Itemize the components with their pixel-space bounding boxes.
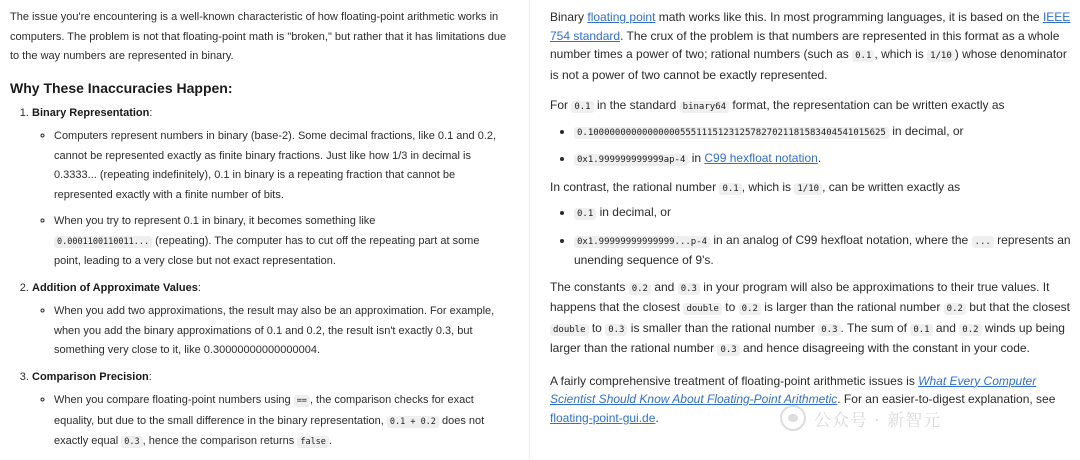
reason-item: 3. Comparison Precision: ◦ When you compare floating-point numbers using == , the comparison checks for exact equality, but due to the small difference in the binary representation, 0.1 + 0.2 does not exactly equal 0.3 , hence the comparison returns false .: [32, 368, 508, 453]
inline-code: 0x1.999999999999ap-4: [574, 154, 688, 166]
reasons-list: [10, 104, 508, 453]
inline-code: 0.2: [629, 283, 651, 295]
bullet: ◦ Computers represent numbers in binary (base-2). Some decimal fractions, like 0.1 and 0.2, cannot be represented exactly as finite binary fractions. Just like how 1/3 in decimal is 0.3333... (repeating indefinitely), 0.1 in binary is a repeating fraction that cannot be represented exactly with a finite number of bits.: [54, 127, 508, 205]
inline-code: double: [550, 324, 589, 336]
section-heading: Why These Inaccuracies Happen:: [10, 79, 233, 96]
inline-code: 0.1: [571, 101, 593, 113]
bullet: ◦ When you compare floating-point numbers using == , the comparison checks for exact equality, but due to the small difference in the binary representation, 0.1 + 0.2 does not exactly equal 0.3 , hence the comparison returns false .: [54, 391, 508, 453]
paragraph: The constants 0.2 and 0.3 in your program will also be approximations to their true values. It happens that the closest double to 0.2 is larger than the rational number 0.2 but that the closest double to 0.3 is smaller than the rational number 0.3 . The sum of 0.1 and 0.2 winds up being larger than the rational number 0.3 and hence disagreeing with the constant in your code.: [550, 279, 1070, 355]
inline-code: 0.1: [574, 208, 596, 220]
inline-code: 0.1: [910, 324, 932, 336]
inline-code: double: [683, 303, 722, 315]
bullet: • 0.1 in decimal, or: [574, 203, 1072, 224]
inline-code: 0.1: [719, 183, 741, 195]
reason-title: Binary Representation: [32, 106, 150, 119]
inline-code: 0.2: [959, 324, 981, 336]
inline-code: 0.3: [818, 324, 840, 336]
inline-code: 0.1 + 0.2: [387, 416, 439, 428]
inline-code: false: [297, 436, 329, 448]
floating-point-link[interactable]: floating point: [587, 10, 656, 24]
goldberg-paper-link[interactable]: What Every Computer Scientist Should Know About Floating-Point Arithmetic: [550, 373, 1037, 406]
inline-code: 0.3: [678, 283, 700, 295]
bullet: • 0x1.999999999999ap-4 in C99 hexfloat notation.: [574, 149, 1072, 170]
inline-code: 0.3: [605, 324, 627, 336]
inline-code: 1/10: [927, 50, 955, 62]
inline-code: 0x1.99999999999999...p-4: [574, 236, 710, 248]
paragraph: Binary floating point math works like this. In most programming languages, it is based on the IEEE 754 standard. The crux of the problem is that numbers are represented in this format as a whole number times a power of two; rational numbers (such as 0.1 , which is 1/10 ) whose denominator is not a power of two cannot be exactly represented.: [550, 10, 1071, 82]
inline-code: 0.0001100110011...: [54, 236, 152, 248]
rational-list: [550, 203, 1072, 270]
right-answer-panel: [538, 0, 1080, 427]
column-divider: [529, 0, 530, 459]
reason-title: Addition of Approximate Values: [32, 281, 198, 294]
c99-hexfloat-link[interactable]: C99 hexfloat notation: [704, 151, 818, 165]
bullet: • 0x1.99999999999999...p-4 in an analog of C99 hexfloat notation, where the ... represents an unending sequence of 9's.: [574, 231, 1072, 270]
watermark-text: 公众号 · 新智元: [814, 410, 942, 431]
intro-paragraph: The issue you're encountering is a well-known characteristic of how floating-point arithmetic works in computers. The problem is not that floating-point math is "broken," but rather that it has limitations due to the way numbers are represented in binary.: [10, 11, 507, 62]
ieee-754-link[interactable]: IEEE 754 standard: [550, 10, 1071, 43]
left-answer-panel: [0, 0, 520, 460]
paragraph: A fairly comprehensive treatment of floating-point arithmetic issues is What Every Computer Scientist Should Know About Floating-Point Arithmetic. For an easier-to-digest explanation, see floating-point-gui.de.: [550, 373, 1056, 425]
inline-code: binary64: [680, 101, 729, 113]
floating-point-gui-link[interactable]: floating-point-gui.de: [550, 410, 656, 425]
representation-list: [550, 122, 1072, 170]
inline-code: 0.1000000000000000055511151231257827021181583404541015625: [574, 127, 889, 139]
inline-code: 0.3: [121, 436, 142, 448]
paragraph: For 0.1 in the standard binary64 format, the representation can be written exactly as: [550, 98, 1005, 112]
bullet: ◦ When you try to represent 0.1 in binary, it becomes something like 0.0001100110011... (repeating). The computer has to cut off the repeating part at some point, leading to a very close but not exact representation.: [54, 212, 508, 272]
bullet: • 0.1000000000000000055511151231257827021181583404541015625 in decimal, or: [574, 122, 1072, 143]
paragraph: In contrast, the rational number 0.1 , which is 1/10 , can be written exactly as: [550, 179, 961, 194]
inline-code: 0.2: [944, 303, 966, 315]
inline-code: ==: [294, 395, 310, 407]
reason-title: Comparison Precision: [32, 370, 149, 383]
inline-code: 0.2: [739, 303, 761, 315]
bullet: ◦ When you add two approximations, the result may also be an approximation. For example, when you add the binary approximations of 0.1 and 0.2, the result isn't exactly 0.3, but something very close to it, like 0.30000000000000004.: [54, 302, 508, 361]
inline-code: ...: [972, 236, 994, 248]
inline-code: 0.3: [717, 344, 739, 356]
inline-code: 1/10: [794, 183, 822, 195]
reason-item: 2. Addition of Approximate Values: ◦ When you add two approximations, the result may also be an approximation. For example, when you add the binary approximations of 0.1 and 0.2, the result isn't exactly 0.3, but something very close to it, like 0.30000000000000004.: [32, 279, 508, 361]
reason-item: 1. Binary Representation: ◦ Computers represent numbers in binary (base-2). Some decimal fractions, like 0.1 and 0.2, cannot be represented exactly as finite binary fractions. Just like how 1/3 in decimal is 0.3333... (repeating indefinitely), 0.1 in binary is a repeating fraction that cannot be represented exactly with a finite number of bits. ◦ When you try to represent 0.1 in binary, it becomes something like 0.0001100110011... (repeating). The computer has to cut off the repeating part at some point, leading to a very close but not exact representation.: [32, 104, 508, 272]
inline-code: 0.1: [852, 50, 874, 62]
